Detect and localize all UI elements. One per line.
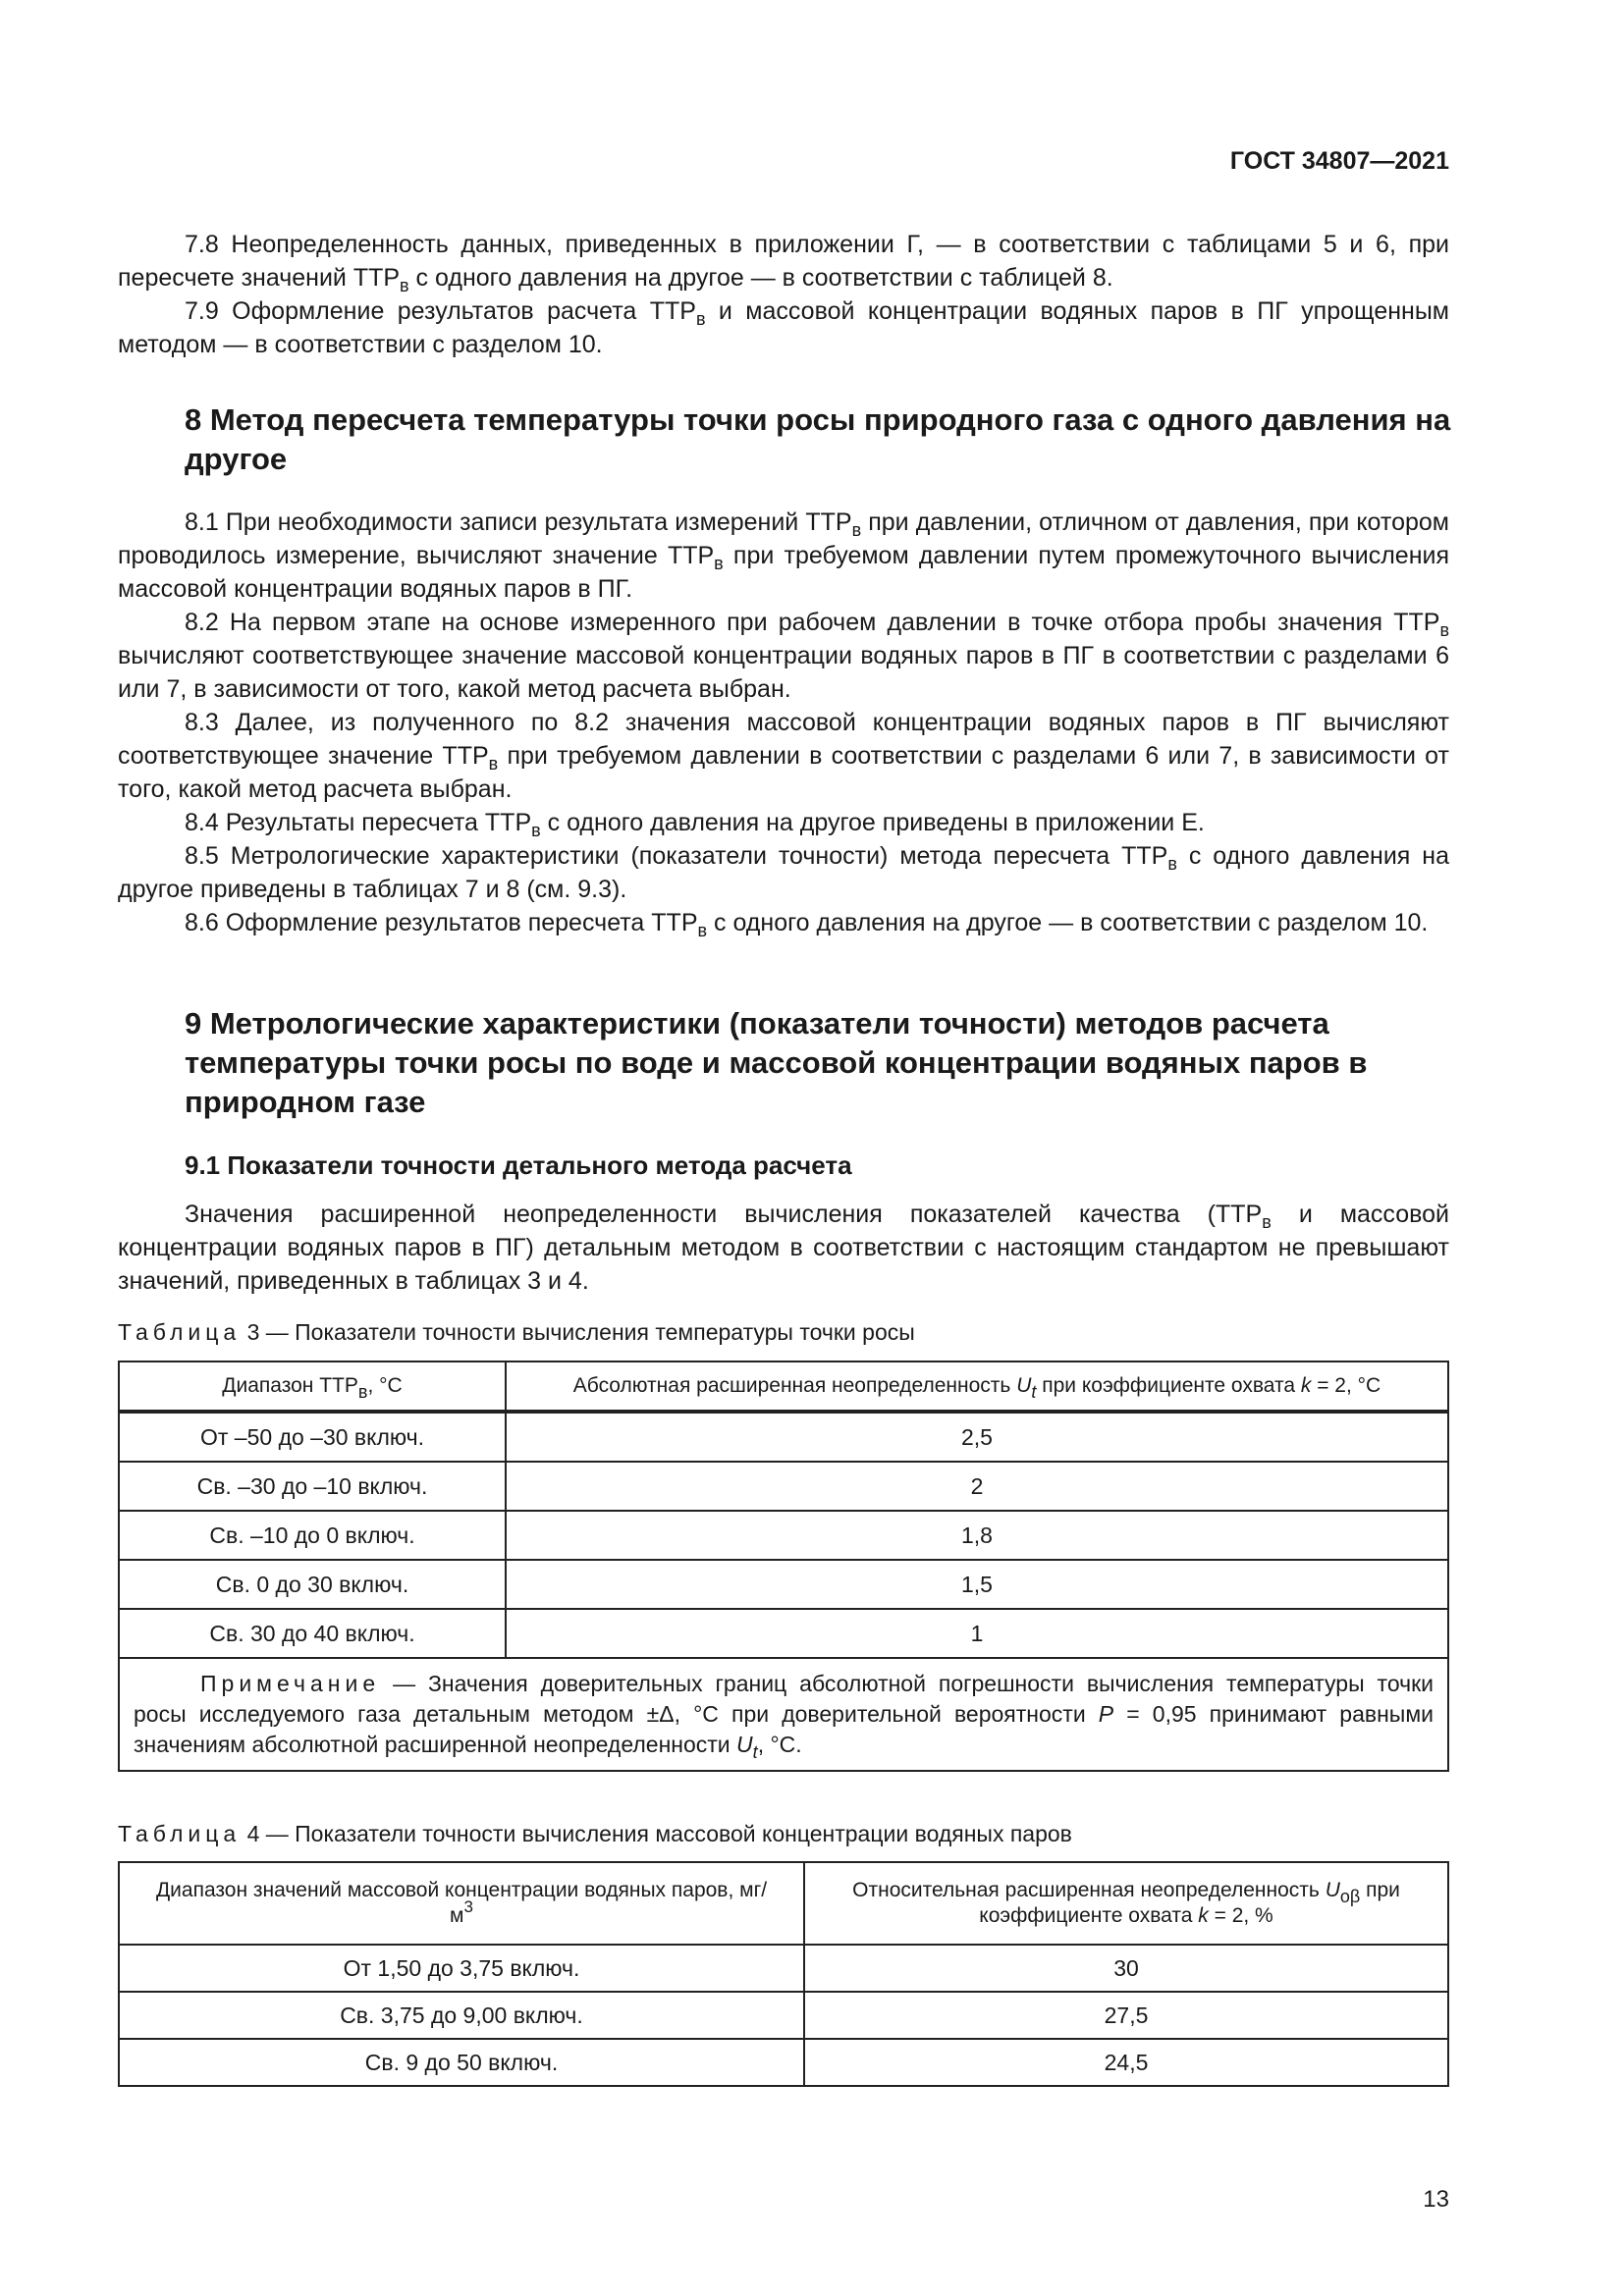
table-row: От –50 до –30 включ. 2,5: [119, 1412, 1448, 1462]
table-row: Св. 9 до 50 включ. 24,5: [119, 2039, 1448, 2086]
paragraph-8-1: 8.1 При необходимости записи результата измерений $ТТР_в$ при давлении, отличном от давления, при котором проводилось измерение, вычисляют значение $ТТР_в$ при требуемом давлении путем промежуточного вычисления массовой концентрации водяных паров в ПГ.: [118, 508, 1449, 603]
paragraph-8-5: 8.5 Метрологические характеристики (показатели точности) метода пересчета $ТТР_в$ с одного давления на другое приведены в таблицах 7 и 8 (см. 9.3).: [118, 842, 1449, 903]
table-row: Св. 0 до 30 включ. 1,5: [119, 1560, 1448, 1609]
page-number: 13: [1423, 2186, 1449, 2213]
paragraph-8-2: 8.2 На первом этапе на основе измеренного при рабочем давлении в точке отбора пробы значения $ТТР_в$ вычисляют соответствующее значение массовой концентрации водяных паров в ПГ в соответствии с разделами 6 или 7, в зависимости от того, какой метод расчета выбран.: [118, 609, 1449, 703]
paragraph-9-1: Значения расширенной неопределенности вычисления показателей качества ($ТТР_в$ и массовой концентрации водяных паров в ПГ) детальным методом в соответствии с настоящим стандартом не превышают значений, приведенных в таблицах 3 и 4.: [118, 1201, 1449, 1295]
table-row: Св. 30 до 40 включ. 1: [119, 1609, 1448, 1658]
table-3-header: [119, 1362, 1448, 1412]
section-8-title: 8 Метод пересчета температуры точки росы природного газа с одного давления на другое: [185, 402, 1451, 476]
section-7-tail: [118, 228, 1449, 361]
paragraph-7-8: 7.8 Неопределенность данных, приведенных в приложении Г, — в соответствии с таблицами 5 и 6, при пересчете значений $ТТР_в$ с одного давления на другое — в соответствии с таблицей 8.: [118, 231, 1449, 295]
table-4-col-uncertainty: Относительная расширенная неопределенность $U_{о\beta}$ при коэффициенте охвата k = 2, %: [804, 1862, 1448, 1945]
table-3-note: Примечание — Значения доверительных границ абсолютной погрешности вычисления температуры точки росы исследуемого газа детальным методом ±Δ, °С при доверительной вероятности P = 0,95 принимают равными значениям абсолютной расширенной неопределенности $U_t$, °С.: [119, 1658, 1448, 1771]
table-row: Св. 3,75 до 9,00 включ. 27,5: [119, 1992, 1448, 2039]
table-3-col-range: Диапазон $ТТР_в$, °С: [119, 1362, 506, 1412]
table-4: [118, 1861, 1449, 2087]
section-8-body: [118, 506, 1449, 939]
paragraph-8-3: 8.3 Далее, из полученного по 8.2 значения массовой концентрации водяных паров в ПГ вычисляют соответствующее значение $ТТР_в$ при требуемом давлении в соответствии с разделами 6 или 7, в зависимости от того, какой метод расчета выбран.: [118, 709, 1449, 803]
paragraph-8-6: 8.6 Оформление результатов пересчета $ТТР_в$ с одного давления на другое — в соответствии с разделом 10.: [185, 909, 1429, 940]
table-4-col-range: Диапазон значений массовой концентрации водяных паров, $мг/м^3$: [119, 1862, 804, 1945]
table-row: От 1,50 до 3,75 включ. 30: [119, 1945, 1448, 1992]
table-row: Св. –30 до –10 включ. 2: [119, 1462, 1448, 1511]
paragraph-7-9: 7.9 Оформление результатов расчета $ТТР_в$ и массовой концентрации водяных паров в ПГ упрощенным методом — в соответствии с разделом 10.: [118, 297, 1449, 358]
document-page: [118, 0, 1449, 2296]
subsection-9-1-title: 9.1 Показатели точности детального метода расчета: [185, 1150, 852, 1180]
table-3-col-uncertainty: Абсолютная расширенная неопределенность $U_t$ при коэффициенте охвата k = 2, °С: [506, 1362, 1448, 1412]
table-4-header: [119, 1862, 1448, 1945]
standard-code: ГОСТ 34807—2021: [1229, 147, 1449, 175]
section-9-title: 9 Метрологические характеристики (показатели точности) методов расчета температуры точки росы по воде и массовой концентрации водяных паров в природном газе: [185, 1006, 1368, 1119]
table-row: Св. –10 до 0 включ. 1,8: [119, 1511, 1448, 1560]
table-4-caption: Таблица 4 — Показатели точности вычисления массовой концентрации водяных паров: [118, 1821, 1072, 1846]
paragraph-8-4: 8.4 Результаты пересчета $ТТР_в$ с одного давления на другое приведены в приложении Е.: [185, 809, 1205, 840]
section-9-1-body: [118, 1198, 1449, 1298]
table-3: [118, 1361, 1449, 1772]
table-3-caption: Таблица 3 — Показатели точности вычисления температуры точки росы: [118, 1319, 915, 1345]
